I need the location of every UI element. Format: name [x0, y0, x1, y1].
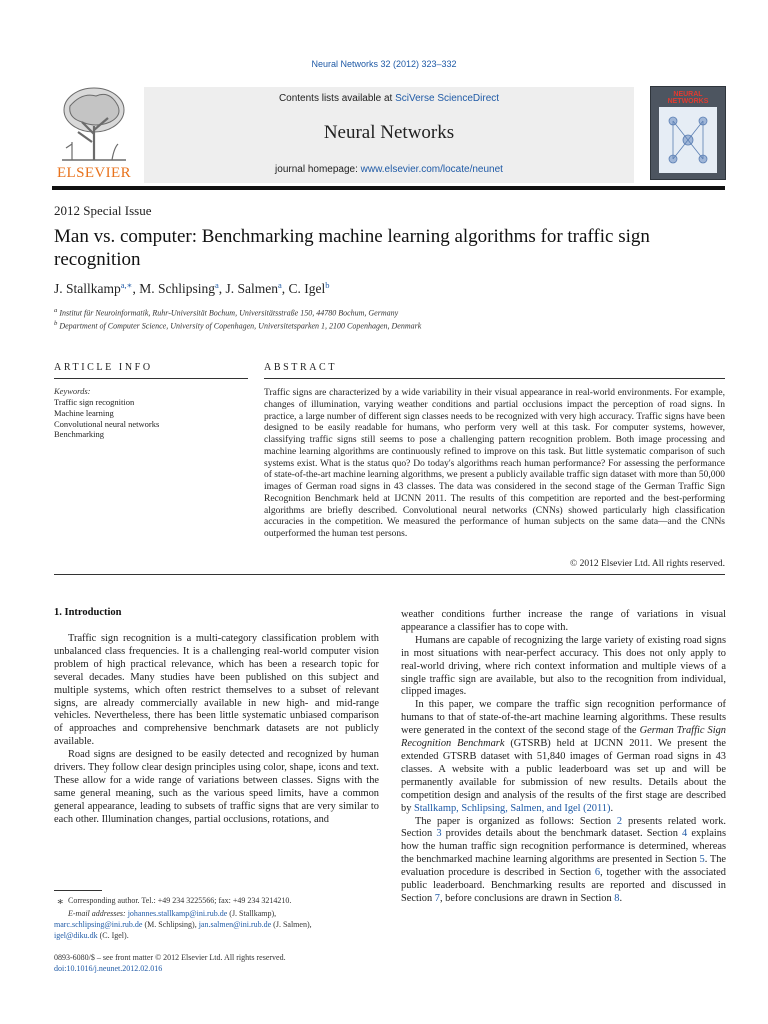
- cover-illustration: [659, 107, 717, 173]
- sciencedirect-link[interactable]: SciVerse ScienceDirect: [395, 93, 500, 104]
- abstract-text: Traffic signs are characterized by a wide variability in their visual appearance in real-world environments. For example, changes of illumination, varying weather conditions and partial occlusions impact the perception of road signs. In practice, a large number of different sign classes needs to be recognized with very high accuracy. Traffic signs have been designed to be easily readable for humans, who perform very well at this task. For computer systems, however, classifying traffic signs still seems to pose a challenging pattern recognition problem. Both image processing and machine learning algorithms are continuously refined to improve on this task. But little systematic comparison of such systems exist. What is the status quo? Do today's algorithms reach human performance? For assessing the performance of state-of-the-art machine learning algorithms, we present a publicly available traffic sign dataset with more than 50,000 images of German road signs in 43 classes. The data was considered in the second stage of the German Traffic Sign Recognition Benchmark held at IJCNN 2011. The results of this competition are reported and the best-performing algorithms are briefly described. Convolutional neural networks (CNNs) showed particularly high classification accuracies in the competition. We measured the performance of human subjects on the same data—and the CNNs outperformed the human test persons.: [264, 388, 725, 539]
- body-paragraph: Road signs are designed to be easily detected and recognized by human drivers. They follow clear design principles using color, shape, icons and text. These allow for a wide range of variations between classes. Signs with the same general meaning, such as the various speed limits, have a common general appearance, leading to subsets of traffic signs that are very similar to each other. Illumination changes, partial occlusions, rotations, and: [54, 749, 379, 825]
- author-affiliation-mark[interactable]: a: [214, 280, 219, 290]
- cover-title-line1: NEURAL: [673, 91, 703, 98]
- body-paragraph: Humans are capable of recognizing the large variety of existing road signs in most situations with near-perfect accuracy. This does not only apply to real-world driving, where rich context information and multiple views of a single traffic sign are available, but also to the recognition from individual, clipped images.: [401, 634, 726, 698]
- section-link[interactable]: 2: [616, 815, 623, 827]
- author-affiliation-mark[interactable]: a: [277, 280, 282, 290]
- affiliation-b: [54, 320, 421, 331]
- keyword: Convolutional neural networks: [54, 418, 160, 429]
- author[interactable]: C. Igel: [288, 281, 326, 296]
- paragraph-text: (GTSRB) held at IJCNN 2011. We present the extended GTSRB dataset with 51,840 images of German road signs in 43 classes. A website with a public leaderboard was set up and will be permanently available for submission of new results. Details about the competition design and analysis of the results of the first stage are described by: [401, 738, 726, 814]
- email-line: [54, 919, 384, 930]
- issn-line: 0893-6080/$ – see front matter © 2012 Elsevier Ltd. All rights reserved.: [54, 953, 286, 962]
- section-heading-introduction: 1. Introduction: [54, 607, 122, 618]
- keywords-label: Keywords:: [54, 386, 91, 396]
- affiliation-mark: b: [54, 320, 58, 327]
- abstract-bottom-rule: [54, 574, 725, 575]
- body-paragraph: [401, 699, 726, 815]
- section-link[interactable]: 3: [436, 828, 442, 840]
- author[interactable]: J. Stallkamp: [54, 281, 121, 296]
- keyword: Traffic sign recognition: [54, 397, 135, 407]
- affiliation-text: Department of Computer Science, University of Copenhagen, Universitetsparken 1, 2100 Copenhagen, Denmark: [59, 321, 422, 331]
- organization-segment: The paper is organized as follows: Section: [415, 815, 617, 827]
- organization-segment: explains how the human traffic sign recognition performance is determined, whereas the benchmarked machine learning algorithms are presented in Section: [401, 828, 726, 866]
- corresponding-author-text: Corresponding author. Tel.: +49 234 3225566; fax: +49 234 3214210.: [68, 896, 292, 905]
- cover-title-line2: NETWORKS: [667, 98, 709, 105]
- contents-availability: [144, 93, 634, 104]
- section-link[interactable]: 8: [614, 892, 620, 904]
- organization-segment: .: [619, 892, 623, 904]
- journal-title: Neural Networks: [323, 122, 455, 143]
- homepage-prefix: journal homepage:: [275, 164, 361, 175]
- contents-prefix: Contents lists available at: [278, 93, 396, 104]
- homepage-link[interactable]: www.elsevier.com/locate/neunet: [360, 164, 503, 175]
- doi-link[interactable]: doi:10.1016/j.neunet.2012.02.016: [54, 964, 163, 973]
- author-affiliation-mark[interactable]: b: [325, 280, 330, 290]
- keyword: Machine learning: [54, 407, 114, 418]
- abstract-heading: ABSTRACT: [264, 362, 338, 373]
- email-line: [54, 930, 384, 941]
- author-separator: ,: [132, 281, 140, 296]
- author[interactable]: M. Schlipsing: [139, 281, 215, 296]
- article-info-rule: [54, 378, 248, 379]
- special-issue-label: 2012 Special Issue: [54, 203, 152, 218]
- organization-segment: , together with the associated public leaderboard. Benchmarking results are reported and discussed in Section: [401, 867, 726, 904]
- elsevier-wordmark: ELSEVIER: [56, 165, 132, 181]
- email-line: [54, 908, 384, 919]
- author[interactable]: J. Salmen: [225, 281, 278, 296]
- reference-link[interactable]: Stallkamp, Schlipsing, Salmen, and Igel (2011): [414, 802, 611, 814]
- journal-homepage: [144, 164, 634, 175]
- gtsrb-name: German Traffic Sign Recognition Benchmark: [401, 725, 726, 750]
- email-owner: (C. Igel).: [97, 931, 129, 940]
- organization-segment: provides details about the benchmark dataset. Section: [441, 828, 683, 840]
- abstract-copyright: © 2012 Elsevier Ltd. All rights reserved.: [570, 559, 725, 569]
- journal-cover-thumbnail: [650, 86, 726, 180]
- journal-citation[interactable]: Neural Networks 32 (2012) 323–332: [311, 59, 457, 69]
- email-label: E-mail addresses:: [68, 909, 126, 918]
- keywords-list: [54, 397, 159, 440]
- masthead-rule: [52, 186, 725, 190]
- email-link[interactable]: marc.schlipsing@ini.rub.de: [54, 920, 143, 929]
- email-owner: (J. Salmen),: [271, 920, 312, 929]
- author-separator: ,: [281, 281, 289, 296]
- footnote-rule: [54, 890, 102, 891]
- affiliation-text: Institut für Neuroinformatik, Ruhr-Universität Bochum, Universitätsstraße 150, 44780 Bochum, Germany: [59, 308, 399, 318]
- body-column-left: [54, 633, 379, 827]
- corresponding-author-note: [54, 895, 384, 908]
- body-paragraph: Traffic sign recognition is a multi-category classification problem with unbalanced class frequencies. It is a challenging real-world computer vision problem of high practical relevance, which has been a research topic for several decades. Many studies have been published on this subject and multiple systems, which often restrict themselves to a subset of relevant signs, are already commercially available in new high- and mid-range vehicles. Nevertheless, there has been little systematic unbiased comparison of approaches and comprehensive benchmark datasets are not publicly available.: [54, 633, 379, 748]
- affiliation-a: [54, 307, 398, 318]
- front-matter-notice: [54, 952, 286, 974]
- organization-segment: presents related work. Section: [401, 815, 727, 840]
- organization-segment: . The evaluation procedure is described in Section: [401, 854, 726, 879]
- body-paragraph: weather conditions further increase the range of variations in visual appearance a classifier has to cope with.: [401, 609, 726, 633]
- email-link[interactable]: jan.salmen@ini.rub.de: [198, 920, 272, 929]
- footnote-mark: ∗: [56, 896, 64, 908]
- author-list: [54, 280, 330, 297]
- email-link[interactable]: johannes.stallkamp@ini.rub.de: [127, 909, 228, 918]
- keyword: Benchmarking: [54, 429, 105, 440]
- affiliation-mark: a: [54, 307, 58, 314]
- email-owner: (J. Stallkamp),: [227, 909, 277, 918]
- article-info-heading: ARTICLE INFO: [54, 362, 153, 373]
- section-link[interactable]: 5: [699, 854, 705, 866]
- organization-segment: , before conclusions are drawn in Section: [439, 892, 615, 904]
- paragraph-text: .: [610, 802, 614, 814]
- email-owner: (M. Schlipsing),: [142, 920, 199, 929]
- email-link[interactable]: igel@diku.dk: [54, 931, 98, 940]
- footnote-block: [54, 895, 384, 941]
- section-link[interactable]: 7: [434, 892, 440, 904]
- body-column-right: [401, 609, 726, 906]
- cover-title: [651, 91, 725, 105]
- article-title: Man vs. computer: Benchmarking machine learning algorithms for traffic sign recognition: [54, 226, 650, 270]
- author-affiliation-mark[interactable]: a,∗: [120, 280, 133, 290]
- author-separator: ,: [218, 281, 226, 296]
- paragraph-text: In this paper, we compare the traffic sign recognition performance of humans to that of state-of-the-art machine learning algorithms. These results were generated in the context of the second stage of the: [401, 699, 726, 737]
- section-link[interactable]: 4: [682, 828, 688, 840]
- section-link[interactable]: 6: [594, 867, 601, 879]
- paper-organization-paragraph: [401, 816, 726, 906]
- abstract-rule: [264, 378, 725, 379]
